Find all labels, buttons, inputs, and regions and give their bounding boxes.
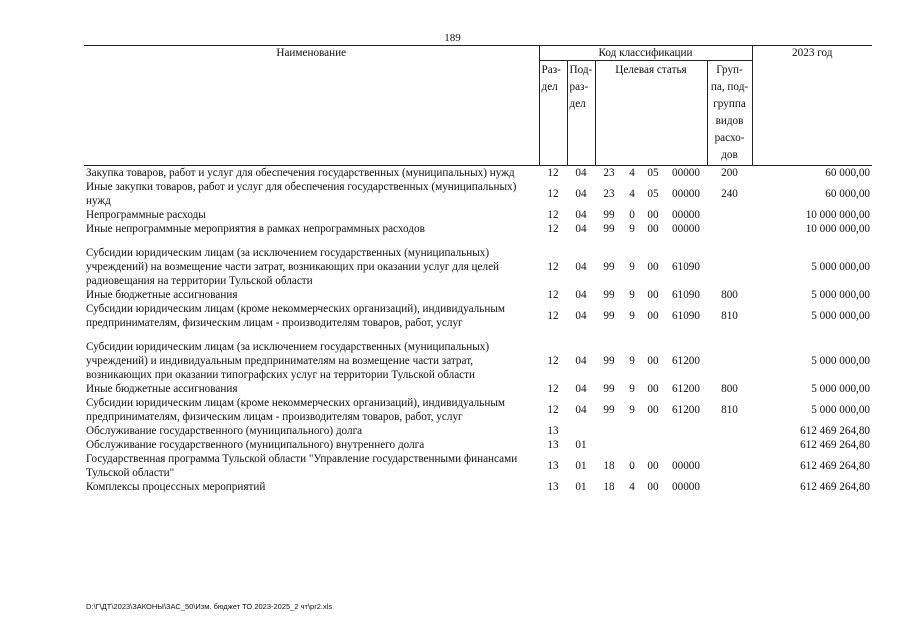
row-t4: 61200 xyxy=(672,383,700,395)
table-row xyxy=(84,302,872,330)
row-t4: 00000 xyxy=(672,223,700,235)
row-amt: 5 000 000,00 xyxy=(811,383,871,395)
table-row xyxy=(84,330,872,382)
row-t3: 05 xyxy=(647,188,659,200)
row-t3 xyxy=(641,438,665,452)
row-amt: 5 000 000,00 xyxy=(811,404,871,416)
row-t3: 00 xyxy=(647,460,659,472)
row-name: Обслуживание государственного (муниципального) долга xyxy=(86,425,363,437)
row-amt: 5 000 000,00 xyxy=(811,310,871,322)
row-pr xyxy=(567,424,595,438)
row-t4: 00000 xyxy=(672,460,700,472)
row-t4: 61090 xyxy=(672,310,700,322)
row-name: Иные бюджетные ассигнования xyxy=(86,383,238,395)
row-t4: 61200 xyxy=(672,355,700,367)
table-row xyxy=(84,236,872,288)
row-amt: 5 000 000,00 xyxy=(811,355,871,367)
row-rz: 12 xyxy=(547,289,559,301)
row-t1: 99 xyxy=(603,223,615,235)
page-number: 189 xyxy=(444,32,461,44)
header-subsection: Под- раз- дел xyxy=(567,61,595,166)
row-t1 xyxy=(595,438,623,452)
row-t1: 99 xyxy=(603,289,615,301)
row-grp xyxy=(707,330,752,382)
row-t3: 00 xyxy=(647,355,659,367)
table-row xyxy=(84,452,872,480)
table-row xyxy=(84,480,872,494)
row-pr: 04 xyxy=(575,289,587,301)
row-t4: 00000 xyxy=(672,188,700,200)
row-rz: 12 xyxy=(547,310,559,322)
row-t3: 00 xyxy=(647,383,659,395)
row-name: Иные непрограммные мероприятия в рамках непрограммных расходов xyxy=(86,223,425,235)
budget-table xyxy=(84,45,872,494)
row-amt: 612 469 264,80 xyxy=(800,425,871,437)
row-t2: 9 xyxy=(629,310,635,322)
row-t4: 61200 xyxy=(672,404,700,416)
row-rz: 13 xyxy=(547,481,559,493)
row-name: Иные бюджетные ассигнования xyxy=(86,289,238,301)
row-t3: 00 xyxy=(647,289,659,301)
row-t2: 4 xyxy=(629,188,635,200)
row-t2 xyxy=(623,424,641,438)
table-row xyxy=(84,166,872,181)
row-pr: 04 xyxy=(575,404,587,416)
row-rz: 13 xyxy=(547,439,559,451)
row-t1: 99 xyxy=(603,261,615,273)
row-name: Закупка товаров, работ и услуг для обеспечения государственных (муниципальных) нужд xyxy=(86,167,515,179)
row-t2: 0 xyxy=(629,209,635,221)
row-grp: 240 xyxy=(721,188,738,200)
row-name: Комплексы процессных мероприятий xyxy=(86,481,266,493)
row-t3 xyxy=(641,424,665,438)
row-t3: 05 xyxy=(647,167,659,179)
row-amt: 612 469 264,80 xyxy=(800,460,871,472)
row-rz: 13 xyxy=(547,460,559,472)
row-amt: 60 000,00 xyxy=(825,167,871,179)
row-grp xyxy=(707,424,752,438)
row-pr: 04 xyxy=(575,355,587,367)
row-t1: 99 xyxy=(603,310,615,322)
row-amt: 612 469 264,80 xyxy=(800,481,871,493)
row-rz: 12 xyxy=(547,188,559,200)
row-t2: 9 xyxy=(629,223,635,235)
row-amt: 10 000 000,00 xyxy=(805,209,871,221)
row-amt: 5 000 000,00 xyxy=(811,289,871,301)
row-t4: 00000 xyxy=(672,481,700,493)
row-name: Субсидии юридическим лицам (кроме некоммерческих организаций), индивидуальным предпринимателям, физическим лицам - производителям товаров, работ, услуг xyxy=(86,303,505,329)
header-name: Наименование xyxy=(84,46,539,166)
row-grp: 800 xyxy=(721,383,738,395)
row-t1: 99 xyxy=(603,209,615,221)
row-pr: 04 xyxy=(575,310,587,322)
row-rz: 12 xyxy=(547,383,559,395)
row-t1 xyxy=(595,424,623,438)
row-t2: 9 xyxy=(629,289,635,301)
row-t2: 9 xyxy=(629,404,635,416)
row-grp xyxy=(707,222,752,236)
row-grp xyxy=(707,480,752,494)
header-target: Целевая статья xyxy=(595,61,707,166)
row-pr: 04 xyxy=(575,223,587,235)
row-t2 xyxy=(623,438,641,452)
row-rz: 12 xyxy=(547,223,559,235)
row-t2: 0 xyxy=(629,460,635,472)
row-grp: 810 xyxy=(721,310,738,322)
row-t1: 23 xyxy=(603,188,615,200)
table-row xyxy=(84,180,872,208)
table-row xyxy=(84,396,872,424)
row-amt: 60 000,00 xyxy=(825,188,871,200)
row-grp: 810 xyxy=(721,404,738,416)
row-rz: 12 xyxy=(547,209,559,221)
row-t2: 9 xyxy=(629,383,635,395)
row-t3: 00 xyxy=(647,404,659,416)
row-rz: 13 xyxy=(547,425,559,437)
row-grp xyxy=(707,452,752,480)
header-group: Груп- па, под- группа видов расхо- дов xyxy=(707,61,752,166)
row-pr: 04 xyxy=(575,261,587,273)
row-t1: 99 xyxy=(603,404,615,416)
row-amt: 5 000 000,00 xyxy=(811,261,871,273)
row-t4: 00000 xyxy=(672,167,700,179)
row-amt: 10 000 000,00 xyxy=(805,223,871,235)
row-pr: 01 xyxy=(575,439,587,451)
row-grp: 800 xyxy=(721,289,738,301)
row-t4 xyxy=(665,424,707,438)
row-t4: 61090 xyxy=(672,261,700,273)
row-t1: 99 xyxy=(603,383,615,395)
row-t2: 9 xyxy=(629,355,635,367)
row-name: Субсидии юридическим лицам (кроме некоммерческих организаций), индивидуальным предпринимателям, физическим лицам - производителям товаров, работ, услуг xyxy=(86,397,505,423)
row-amt: 612 469 264,80 xyxy=(800,439,871,451)
table-row xyxy=(84,222,872,236)
row-name: Субсидии юридическим лицам (за исключением государственных (муниципальных) учреждений) и индивидуальным предпринимателям на возмещение части затрат, возникающих при оказании типографских услуг на территории Тульской области xyxy=(86,341,490,381)
row-pr: 01 xyxy=(575,481,587,493)
row-t3: 00 xyxy=(647,223,659,235)
row-t3: 00 xyxy=(647,209,659,221)
row-grp xyxy=(707,438,752,452)
row-grp xyxy=(707,236,752,288)
row-grp xyxy=(707,208,752,222)
table-row xyxy=(84,424,872,438)
row-t3: 00 xyxy=(647,261,659,273)
row-t1: 23 xyxy=(603,167,615,179)
table-row xyxy=(84,208,872,222)
row-rz: 12 xyxy=(547,404,559,416)
footer-path: D:\Г\ДТ\2023\ЗАКОНЫ\ЗАС_50\Изм. бюджет ТО 2023-2025_2 чт\pr2.xls xyxy=(86,602,333,611)
row-rz: 12 xyxy=(547,167,559,179)
row-pr: 04 xyxy=(575,209,587,221)
row-t4: 61090 xyxy=(672,289,700,301)
row-pr: 04 xyxy=(575,383,587,395)
row-t4: 00000 xyxy=(672,209,700,221)
row-pr: 04 xyxy=(575,188,587,200)
row-t1: 99 xyxy=(603,355,615,367)
row-pr: 01 xyxy=(575,460,587,472)
row-t2: 9 xyxy=(629,261,635,273)
row-pr: 04 xyxy=(575,167,587,179)
table-row xyxy=(84,382,872,396)
header-year: 2023 год xyxy=(752,46,872,166)
table-body xyxy=(84,166,872,495)
row-name: Субсидии юридическим лицам (за исключением государственных (муниципальных) учреждений) на возмещение части затрат, возникающих при оказании услуг для целей радиовещания на территории Тульской области xyxy=(86,247,500,287)
row-t1: 18 xyxy=(603,460,615,472)
row-rz: 12 xyxy=(547,355,559,367)
header-classification: Код классификации xyxy=(539,46,752,61)
table-row xyxy=(84,288,872,302)
row-rz: 12 xyxy=(547,261,559,273)
row-t2: 4 xyxy=(629,167,635,179)
row-name: Непрограммные расходы xyxy=(86,209,206,221)
row-name: Государственная программа Тульской области "Управление государственными финансами Тульской области" xyxy=(86,453,518,479)
row-name: Иные закупки товаров, работ и услуг для обеспечения государственных (муниципальных) нужд xyxy=(86,181,517,207)
row-t2: 4 xyxy=(629,481,635,493)
row-t3: 00 xyxy=(647,310,659,322)
row-t3: 00 xyxy=(647,481,659,493)
header-section: Раз- дел xyxy=(539,61,567,166)
row-t1: 18 xyxy=(603,481,615,493)
table-row xyxy=(84,438,872,452)
row-grp: 200 xyxy=(721,167,738,179)
row-name: Обслуживание государственного (муниципального) внутреннего долга xyxy=(86,439,425,451)
row-t4 xyxy=(665,438,707,452)
